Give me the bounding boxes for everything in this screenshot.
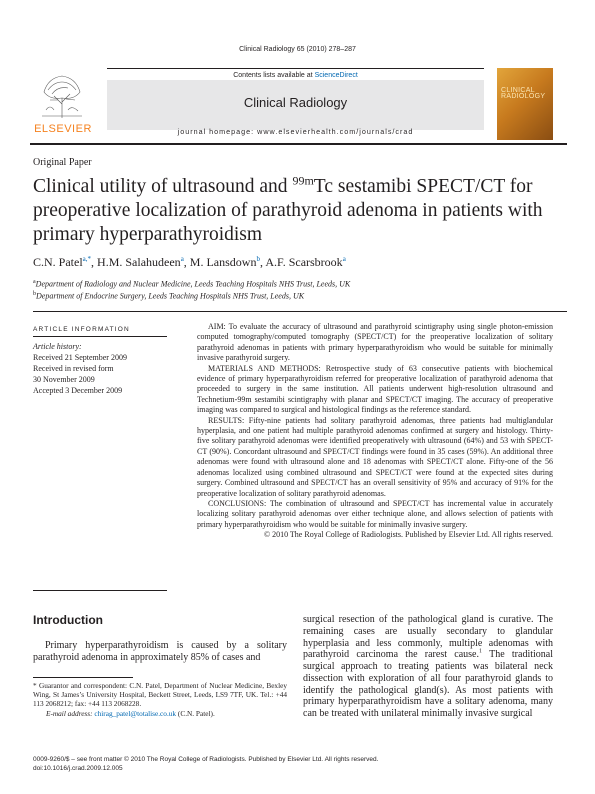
- article-info-divider: [33, 336, 167, 337]
- affiliation-b: [33, 291, 304, 301]
- abstract-aim: AIM: To evaluate the accuracy of ultrasound and parathyroid scintigraphy using single photon-emission computed tomography/computed tomography (SPECT/CT) for the preoperative localization of solitary parathyroid adenomas in patients with primary hyperparathyroidism who would be suitable for minimally invasive parathyroid surgery.: [197, 322, 553, 363]
- author-affiliation-mark[interactable]: a: [180, 255, 184, 263]
- reference-link[interactable]: 1: [478, 648, 482, 655]
- header-divider: [33, 311, 567, 312]
- body-text: The traditional surgical approach to treating patients was bilateral neck dissection with exploration of all four parathyroid glands to identify the pathological gland(s). As most patients with primary hyperparathyroidism have a solitary adenoma, many can be treated with unilateral minimally invasive surgical: [303, 649, 554, 719]
- affiliation-mark: a: [33, 279, 36, 285]
- affiliation-a: [33, 279, 350, 289]
- footnote-email-line: [46, 709, 215, 718]
- history-entry: Received 21 September 2009: [33, 353, 127, 362]
- email-suffix: (C.N. Patel).: [177, 709, 215, 718]
- contents-prefix: Contents lists available at: [233, 72, 313, 79]
- title-superscript: 99m: [292, 173, 314, 188]
- author-name: C.N. Patel: [33, 255, 83, 269]
- author-name: M. Lansdown: [189, 255, 257, 269]
- footnote-divider: [33, 677, 133, 678]
- title-part-1: Clinical utility of ultrasound and: [33, 176, 293, 197]
- abstract-conclusions: CONCLUSIONS: The combination of ultrasound and SPECT/CT has incremental value in accurately localizing solitary parathyroid adenomas over either technique alone, and allows selection of patients with primary hyperparathyroidism who would be suitable for minimally invasive surgery.: [197, 498, 553, 529]
- email-label: E-mail address:: [46, 709, 93, 718]
- body-right-column: [303, 614, 553, 720]
- abstract: [197, 322, 553, 541]
- history-entry: Accepted 3 December 2009: [33, 386, 123, 395]
- affiliation-text: Department of Radiology and Nuclear Medicine, Leeds Teaching Hospitals NHS Trust, Leeds, UK: [35, 279, 351, 289]
- elsevier-tree-icon: [38, 70, 86, 120]
- author-affiliation-mark[interactable]: a,*: [82, 255, 92, 263]
- affiliation-mark: b: [33, 291, 36, 297]
- history-entry: Received in revised form: [33, 364, 114, 373]
- introduction-paragraph: Primary hyperparathyroidism is caused by a solitary parathyroid adenoma in approximately 85% of cases and: [33, 640, 287, 663]
- cover-title: CLINICAL RADIOLOGY: [501, 87, 546, 100]
- email-link[interactable]: chirag_patel@totalise.co.uk: [94, 709, 177, 718]
- masthead-divider: [30, 143, 567, 145]
- affiliation-text: Department of Endocrine Surgery, Leeds Teaching Hospitals NHS Trust, Leeds, UK: [36, 291, 305, 301]
- author-name: H.M. Salahudeen: [97, 255, 181, 269]
- journal-cover-image: [497, 68, 553, 140]
- abstract-copyright: © 2010 The Royal College of Radiologists. Published by Elsevier Ltd. All rights reserved.: [263, 530, 553, 540]
- journal-homepage-link[interactable]: journal homepage: www.elsevierhealth.com/journals/crad: [177, 127, 414, 136]
- article-info-bottom-divider: [33, 590, 167, 591]
- body-text: surgical resection of the pathological gland is curative. The remaining cases are usually secondary to glandular hyperplasia and less commonly, multiple adenomas with parathyroid carcinoma the rarest cause.: [303, 614, 553, 661]
- history-entry: 30 November 2009: [33, 375, 95, 384]
- footer-rights-line: 0009-9260/$ – see front matter © 2010 The Royal College of Radiologists. Published by Elsevier Ltd. All rights reserved.: [33, 756, 379, 763]
- article-section-label: Original Paper: [33, 157, 92, 168]
- abstract-results: RESULTS: Fifty-nine patients had solitary parathyroid adenomas, three patients had multiglandular hyperplasia, and one patient had multiple parathyroid adenomas confirmed at surgery and histology. Thirty-five solitary parathyroid adenomas were identified preoperatively with ultrasound (64%) and 53 with SPECT-CT (90%). Concordant ultrasound and SPECT/CT findings were found in 35 cases (59%). An additional three adenomas were found with ultrasound alone and 18 adenomas with SPECT/CT alone. Fifty-one of the 56 adenomas localized using combined ultrasound and SPECT/CT were found at the expected sites during surgery. Combined ultrasound and SPECT/CT has an overall sensitivity of 95% and accuracy of 91% for the preoperative localization of solitary parathyroid adenomas.: [197, 415, 553, 498]
- footer-doi-link[interactable]: doi:10.1016/j.crad.2009.12.005: [33, 765, 123, 772]
- elsevier-logo: [30, 68, 96, 140]
- sciencedirect-link[interactable]: ScienceDirect: [314, 72, 358, 79]
- author-list: C.N. Patel$^{a,*}$, H.M. Salahudeen$^a$, M. Lansdown$^b$, A.F. Scarsbrook$^a$: [33, 255, 346, 269]
- journal-citation: Clinical Radiology 65 (2010) 278–287: [239, 46, 356, 53]
- masthead-rule: [107, 68, 484, 69]
- journal-name: Clinical Radiology: [243, 95, 348, 110]
- author-affiliation-mark[interactable]: a: [342, 255, 346, 263]
- article-title: [33, 175, 568, 247]
- article-history-label: Article history:: [33, 342, 82, 351]
- contents-line: [107, 72, 484, 79]
- article-info-heading: ARTICLE INFORMATION: [33, 326, 130, 333]
- elsevier-wordmark: ELSEVIER: [34, 123, 92, 135]
- title-part-2: Tc sestamibi SPECT/CT for preoperative localization of parathyroid adenoma in patients with primary hyperparathyroidism: [33, 176, 543, 245]
- author-affiliation-mark[interactable]: b: [256, 255, 260, 263]
- introduction-heading: Introduction: [33, 613, 103, 627]
- abstract-methods: MATERIALS AND METHODS: Retrospective study of 63 consecutive patients with biochemical evidence of primary hyperparathyroidism referred for preoperative localization of parathyroid adenoma that proceeded to surgery in the same institution. All patients underwent high-resolution ultrasound and Technetium-99m sestamibi scintigraphy with planar and SPECT/CT imaging. The accuracy of preoperative imaging was compared to surgical and histological findings as the reference standard.: [197, 363, 553, 415]
- correspondence-footnote: * Guarantor and correspondent: C.N. Patel, Department of Nuclear Medicine, Bexley Wing, St James’s University Hospital, Beckett Street, Leeds, LS9 7TF, UK. Tel.: +44 113 2068212; fax: +44 113 2068228.: [33, 681, 287, 709]
- author-name: A.F. Scarsbrook: [265, 255, 343, 269]
